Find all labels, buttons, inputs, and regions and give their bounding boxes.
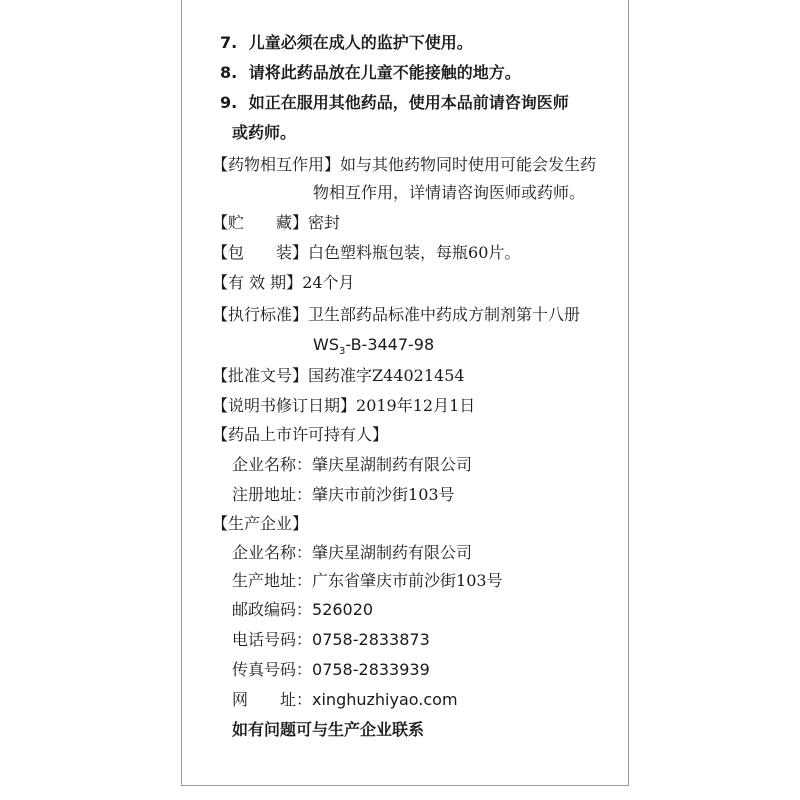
interaction-label: 【药物相互作用】 <box>212 155 341 174</box>
interaction-row <box>212 155 596 175</box>
standard-value: 卫生部药品标准中药成方制剂第十八册 <box>308 305 581 324</box>
approval-value: 国药准字Z44021454 <box>308 366 465 385</box>
web-value: xinghuzhiyao.com <box>312 690 458 709</box>
manufacturer-web-row <box>232 690 458 710</box>
tel-label: 电话号码： <box>232 630 313 649</box>
interaction-text: 如与其他药物同时使用可能会发生药 <box>340 155 597 174</box>
standard-code-subscript: 3 <box>338 346 346 358</box>
holder-address-row <box>232 485 455 505</box>
holder-name-value: 肇庆星湖制药有限公司 <box>312 455 473 474</box>
manufacturer-address-value: 广东省肇庆市前沙街103号 <box>312 571 503 590</box>
interaction-continued: 物相互作用，详情请咨询医师或药师。 <box>313 183 586 202</box>
warning-number: 7. <box>220 33 238 52</box>
revision-label: 【说明书修订日期】 <box>212 396 357 415</box>
holder-heading: 【药品上市许可持有人】 <box>212 425 389 444</box>
approval-label: 【批准文号】 <box>212 366 309 385</box>
holder-address-label: 注册地址： <box>232 485 313 504</box>
manufacturer-name-value: 肇庆星湖制药有限公司 <box>312 543 473 562</box>
package-label: 【包 装】 <box>212 243 309 262</box>
manufacturer-heading: 【生产企业】 <box>212 514 309 533</box>
manufacturer-tel-row <box>232 630 430 650</box>
zip-label: 邮政编码： <box>232 600 313 619</box>
approval-row <box>212 366 465 386</box>
manufacturer-name-label: 企业名称： <box>232 543 313 562</box>
contact-note: 如有问题可与生产企业联系 <box>232 720 425 739</box>
validity-label: 【有 效 期】 <box>212 273 303 292</box>
fax-value: 0758-2833939 <box>312 660 430 679</box>
warning-number: 9. <box>220 93 238 112</box>
package-value: 白色塑料瓶包装，每瓶60片。 <box>308 243 521 262</box>
holder-name-row <box>232 455 472 475</box>
standard-code-suffix: -B-3447-98 <box>345 335 435 354</box>
holder-name-label: 企业名称： <box>232 455 313 474</box>
manufacturer-address-label: 生产地址： <box>232 571 313 590</box>
manufacturer-address-row <box>232 571 503 591</box>
tel-value: 0758-2833873 <box>312 630 430 649</box>
revision-value: 2019年12月1日 <box>356 396 476 415</box>
holder-address-value: 肇庆市前沙街103号 <box>312 485 455 504</box>
storage-row <box>212 213 340 233</box>
package-row <box>212 243 520 263</box>
storage-label: 【贮 藏】 <box>212 213 309 232</box>
revision-row <box>212 396 475 416</box>
web-label: 网 址： <box>232 690 313 709</box>
manufacturer-zip-row <box>232 600 373 620</box>
warning-8 <box>220 63 521 83</box>
manufacturer-name-row <box>232 543 472 563</box>
zip-value: 526020 <box>312 600 374 619</box>
standard-code <box>313 335 434 362</box>
warning-text: 儿童必须在成人的监护下使用。 <box>248 33 473 52</box>
warning-7 <box>220 33 473 53</box>
storage-value: 密封 <box>308 213 341 232</box>
validity-row <box>212 273 355 293</box>
standard-row <box>212 305 580 325</box>
warning-9-continued: 或药师。 <box>232 123 297 142</box>
standard-label: 【执行标准】 <box>212 305 309 324</box>
warning-number: 8. <box>220 63 238 82</box>
standard-code-prefix: WS <box>313 335 339 354</box>
validity-value: 24个月 <box>302 273 355 292</box>
manufacturer-fax-row <box>232 660 430 680</box>
warning-text: 请将此药品放在儿童不能接触的地方。 <box>248 63 521 82</box>
warning-9 <box>220 93 569 113</box>
fax-label: 传真号码： <box>232 660 313 679</box>
warning-text: 如正在服用其他药品，使用本品前请咨询医师 <box>248 93 569 112</box>
